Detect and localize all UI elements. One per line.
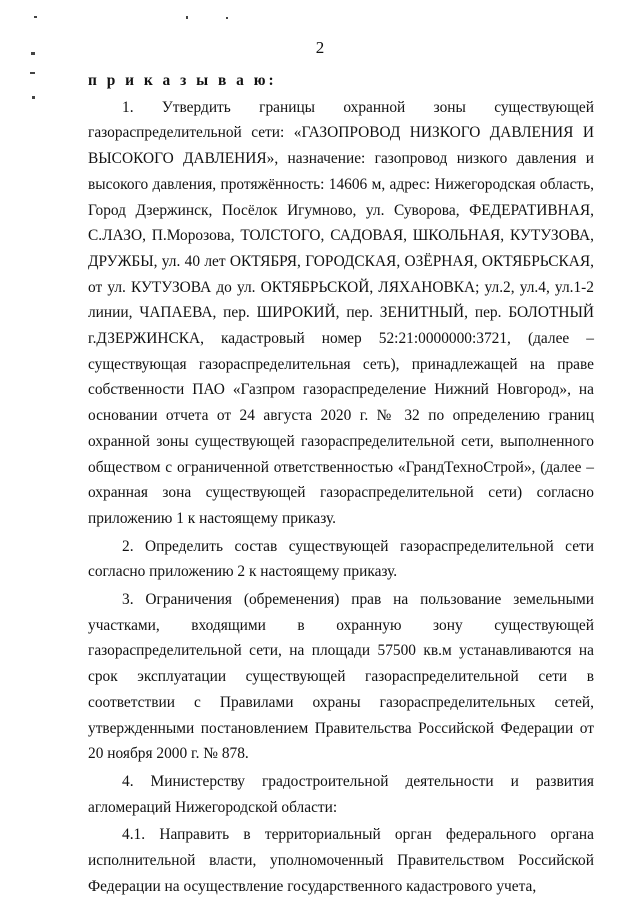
order-heading: п р и к а з ы в а ю: — [88, 72, 277, 89]
paragraph-2: 2. Определить состав существующей газораспределительной сети согласно приложению 2 к настоящему приказу. — [88, 537, 594, 581]
scan-mark — [186, 16, 188, 19]
scan-mark — [226, 17, 228, 19]
document-body — [88, 68, 594, 902]
scan-mark — [32, 96, 35, 99]
paragraph-1: 1. Утвердить границы охранной зоны существующей газораспределительной сети: «ГАЗОПРОВОД НИЗКОГО ДАВЛЕНИЯ И ВЫСОКОГО ДАВЛЕНИЯ», назначение: газопровод низкого давления и высокого давления, протяжённость: 14606 м, адрес: Нижегородская область, Город Дзержинск, Посёлок Игумново, ул. Суворова, ФЕДЕРАТИВНАЯ, С.ЛАЗО, П.Морозова, ТОЛСТОГО, САДОВАЯ, ШКОЛЬНАЯ, КУТУЗОВА, ДРУЖБЫ, ул. 40 лет ОКТЯБРЯ, ГОРОДСКАЯ, ОЗЁРНАЯ, ОКТЯБРЬСКАЯ, от ул. КУТУЗОВА до ул. ОКТЯБРЬСКОЙ, ЛЯХАНОВКА; ул.2, ул.4, ул.1-2 линии, ЧАПАЕВА, пер. ШИРОКИЙ, пер. ЗЕНИТНЫЙ, пер. БОЛОТНЫЙ г.ДЗЕРЖИНСКА, кадастровый номер 52:21:0000000:3721, (далее – существующая газораспределительная сеть), принадлежащей на праве собственности ПАО «Газпром газораспределение Нижний Новгород», на основании отчета от 24 августа 2020 г. № 32 по определению границ охранной зоны существующей газораспределительной сети, выполненного обществом с ограниченной ответственностью «ГрандТехноСтрой», (далее – охранная зона существующей газораспределительной сети) согласно приложению 1 к настоящему приказу. — [88, 98, 594, 527]
paragraph-4: 4. Министерству градостроительной деятельности и развития агломераций Нижегородской области: — [88, 772, 594, 816]
page-number: 2 — [315, 38, 325, 57]
scan-mark — [30, 72, 35, 74]
paragraph-3: 3. Ограничения (обременения) прав на пользование земельными участками, входящими в охранную зону существующей газораспределительной сети, на площади 57500 кв.м устанавливаются на срок эксплуатации существующей газораспределительной сети в соответствии с Правилами охраны газораспределительных сетей, утвержденными постановлением Правительства Российской Федерации от 20 ноября 2000 г. № 878. — [88, 591, 594, 763]
scan-mark — [34, 16, 37, 18]
paragraph-4-1: 4.1. Направить в территориальный орган федерального органа исполнительной власти, уполномоченный Правительством Российской Федерации на осуществление государственного кадастрового учета, — [88, 826, 594, 895]
